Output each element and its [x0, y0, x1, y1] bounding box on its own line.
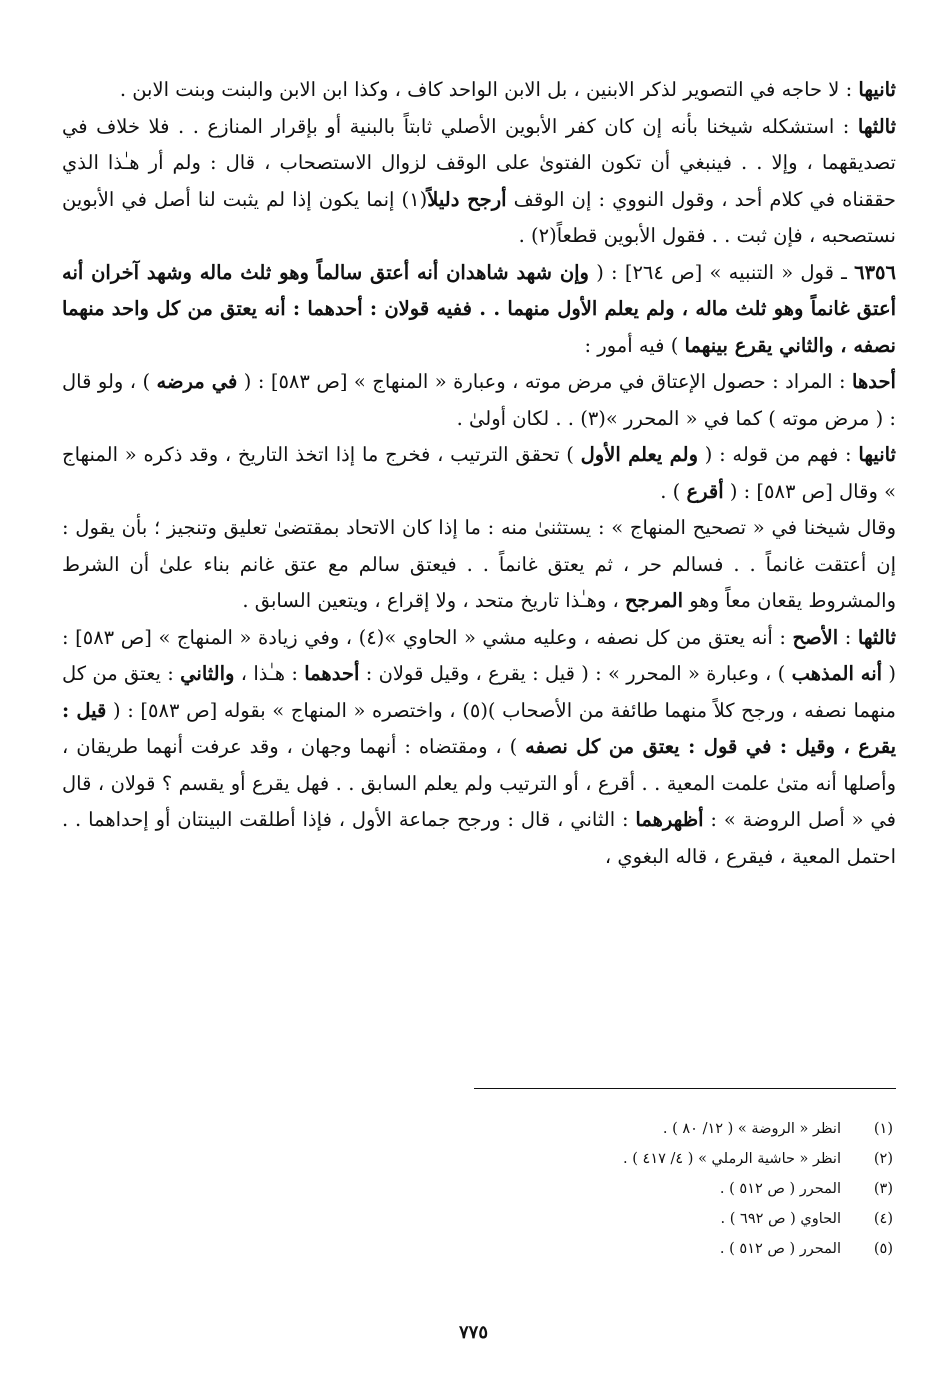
bold-text: قيل : يقرع ، وقيل : في قول : يعتق من كل نصفه	[62, 698, 896, 758]
paragraph	[62, 364, 896, 437]
text-segment: : فهم من قوله : (	[698, 443, 859, 466]
footnotes	[473, 1114, 893, 1264]
bold-text: والثاني	[180, 662, 235, 685]
footnote-number: (٤)	[873, 1211, 893, 1227]
bold-text: أظهرهما	[635, 808, 704, 831]
page-number: ٧٧٥	[458, 1322, 488, 1343]
bold-text: في مرضه	[156, 370, 238, 393]
text-segment: ) ، ولو قال : ( مرض موته ) كما في « المحرر »(٣) . . لكان أولىٰ .	[62, 370, 896, 430]
text-segment: : يعتق من كل منهما نصفه ، ورجح كلاً منهما طائفة من الأصحاب )(٥) ، واختصره « المنهاج » بقوله [ص ٥٨٣] : (	[62, 662, 896, 722]
text-segment: ) فيه أمور :	[584, 333, 685, 357]
bold-text: ولم يعلم الأول	[580, 443, 699, 466]
text-segment: ـ قول « التنبيه » [ص ٢٦٤] : (	[588, 260, 855, 284]
paragraph	[62, 620, 896, 876]
footnote	[473, 1234, 893, 1264]
bold-text: وإن شهد شاهدان أنه أعتق سالماً وهو ثلث ماله وشهد آخران أنه أعتق غانماً وهو ثلث ماله ، ولم يعلم الأول منهما . . ففيه قولان : أحدهما : أنه يعتق من كل واحد منهما نصفه ، والثاني يقرع بينهما	[62, 260, 896, 357]
bold-text: أقرع	[686, 479, 724, 503]
paragraph	[62, 437, 896, 510]
text-segment: وقال شيخنا في « تصحيح المنهاج » : يستثنىٰ منه : ما إذا كان الاتحاد بمقتضىٰ تعليق وتنجيز ؛ بأن يقول : إن أعتقت غانماً . . فسالم حر ، ثم يعتق غانماً . . فيعتق سالم مع عتق غانم بناء علىٰ أن الشرط والمشروط يقعان معاً وهو	[62, 516, 896, 612]
text-segment: : الثاني ، قال : ورجح جماعة الأول ، فإذا أطلقت البينتان أو إحداهما . . احتمل المعية ، فيقرع ، قاله البغوي ،	[62, 808, 896, 868]
footnote-number: (٥)	[873, 1241, 893, 1257]
text-segment: : استشكله شيخنا بأنه إن كان كفر الأبوين الأصلي ثابتاً بالبنية أو بإقرار المنازع . . فلا خلاف في تصديقهما ، وإلا . . فينبغي أن تكون الفتوىٰ على الوقف لزوال الاستصحاب ، قال : ولم أر هـٰذا الذي حققناه في كلام أحد ، وقول النووي : إن الوقف	[62, 114, 896, 211]
paragraph	[62, 109, 896, 255]
bold-text: أحدها	[852, 370, 896, 393]
footnote-number: (١)	[873, 1121, 893, 1137]
main-text	[62, 72, 896, 875]
footnote-text: الحاوي ( ص ٦٩٢ ) .	[720, 1211, 841, 1227]
paragraph	[62, 255, 896, 365]
footnote-text: المحرر ( ص ٥١٢ ) .	[719, 1241, 841, 1257]
footnote-text: المحرر ( ص ٥١٢ ) .	[719, 1181, 841, 1197]
bold-text: المرجح	[624, 589, 684, 612]
text-segment: ) ، وعبارة « المحرر » : ( قيل : يقرع ، وقيل قولان :	[359, 662, 792, 685]
text-segment: : أنه يعتق من كل نصفه ، وعليه مشي « الحاوي »(٤) ، وفي زيادة « المنهاج » [ص ٥٨٣] : (	[62, 625, 897, 685]
text-segment: (١) إنما يكون إذا لم يثبت لنا أصل في الأبوين نستصحبه ، فإن ثبت . . فقول الأبوين قطعاً(٢) .	[62, 187, 896, 247]
text-segment: : لا حاجه في التصوير لذكر الابنين ، بل الابن الواحد كاف ، وكذا ابن الابن والبنت وبنت الابن .	[119, 78, 859, 101]
footnote-number: (٢)	[873, 1151, 893, 1167]
bold-text: ثانيها	[858, 78, 896, 101]
footnote	[473, 1144, 893, 1174]
bold-text: ٦٣٥٦	[854, 260, 897, 284]
bold-text: ثالثها	[857, 114, 896, 138]
footnote-number: (٣)	[873, 1181, 893, 1197]
text-segment: ، وهـٰذا تاريخ متحد ، ولا إقراع ، ويتعين السابق .	[242, 589, 625, 612]
footnote	[473, 1204, 893, 1234]
bold-text: ثالثها	[857, 625, 896, 649]
bold-text: أرجح دليلاً	[427, 187, 507, 211]
text-segment: ) .	[660, 479, 687, 503]
footnote	[473, 1174, 893, 1204]
bold-text: ثانيها	[858, 443, 896, 466]
bold-text: الأصح	[792, 625, 839, 649]
text-segment: :	[838, 625, 858, 649]
footnote-divider	[474, 1088, 896, 1089]
footnote	[473, 1114, 893, 1144]
text-segment: ) تحقق الترتيب ، فخرج ما إذا اتخذ التاريخ ، وقد ذكره « المنهاج » وقال [ص ٥٨٣] : (	[62, 443, 896, 503]
footnote-text: انظر « الروضة » ( ١٢/ ٨٠ ) .	[662, 1121, 841, 1137]
paragraph	[62, 72, 896, 109]
text-segment: : المراد : حصول الإعتاق في مرض موته ، وعبارة « المنهاج » [ص ٥٨٣] : (	[237, 370, 853, 393]
text-segment: : هـٰذا ،	[234, 662, 305, 685]
text-segment: ) ، ومقتضاه : أنهما وجهان ، وقد عرفت أنهما طريقان ، وأصلها أنه متىٰ علمت المعية . . أقرع ، أو الترتيب ولم يعلم السابق . . فهل يقرع أو يقسم ؟ قولان ، قال في « أصل الروضة » :	[62, 735, 896, 831]
bold-text: أحدهما	[304, 662, 360, 685]
paragraph	[62, 510, 896, 620]
bold-text: أنه المذهب	[791, 662, 883, 685]
footnote-text: انظر « حاشية الرملي » ( ٤/ ٤١٧ ) .	[623, 1151, 841, 1167]
